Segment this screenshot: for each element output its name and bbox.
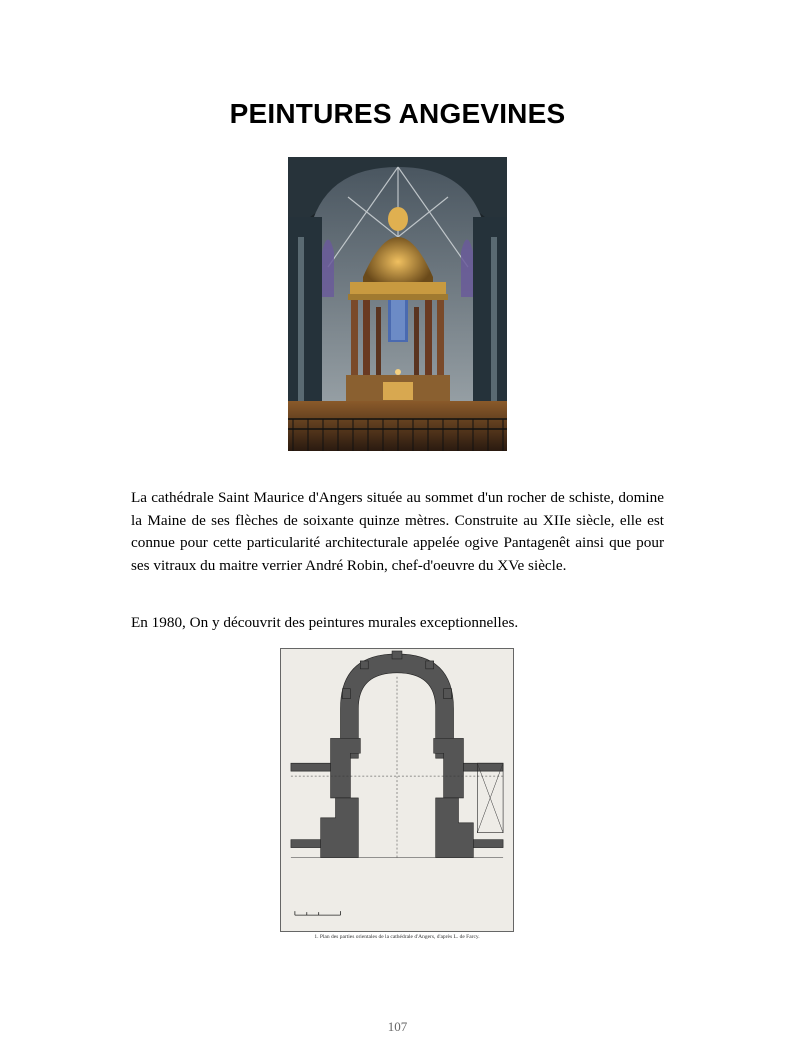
intro-paragraph: La cathédrale Saint Maurice d'Angers située au sommet d'un rocher de schiste, domine la Maine de ses flèches de soixante quinze mètres. Construite au XIIe siècle, elle est connue pour cette particularité architecturale appelée ogive Pantagenêt ainsi que pour ses vitraux du maitre verrier André Robin, chef-d'oeuvre du XVe siècle. bbox=[131, 489, 664, 574]
plan-caption: 1. Plan des parties orientales de la cathédrale d'Angers, d'après L. de Farcy. bbox=[314, 934, 480, 940]
page-title: PEINTURES ANGEVINES bbox=[229, 98, 566, 129]
discovery-paragraph: En 1980, On y découvrit des peintures murales exceptionnelles. bbox=[131, 614, 519, 631]
cathedral-choir-photo bbox=[288, 157, 507, 451]
page-number: 107 bbox=[387, 1019, 408, 1034]
cathedral-floor-plan bbox=[280, 648, 514, 932]
